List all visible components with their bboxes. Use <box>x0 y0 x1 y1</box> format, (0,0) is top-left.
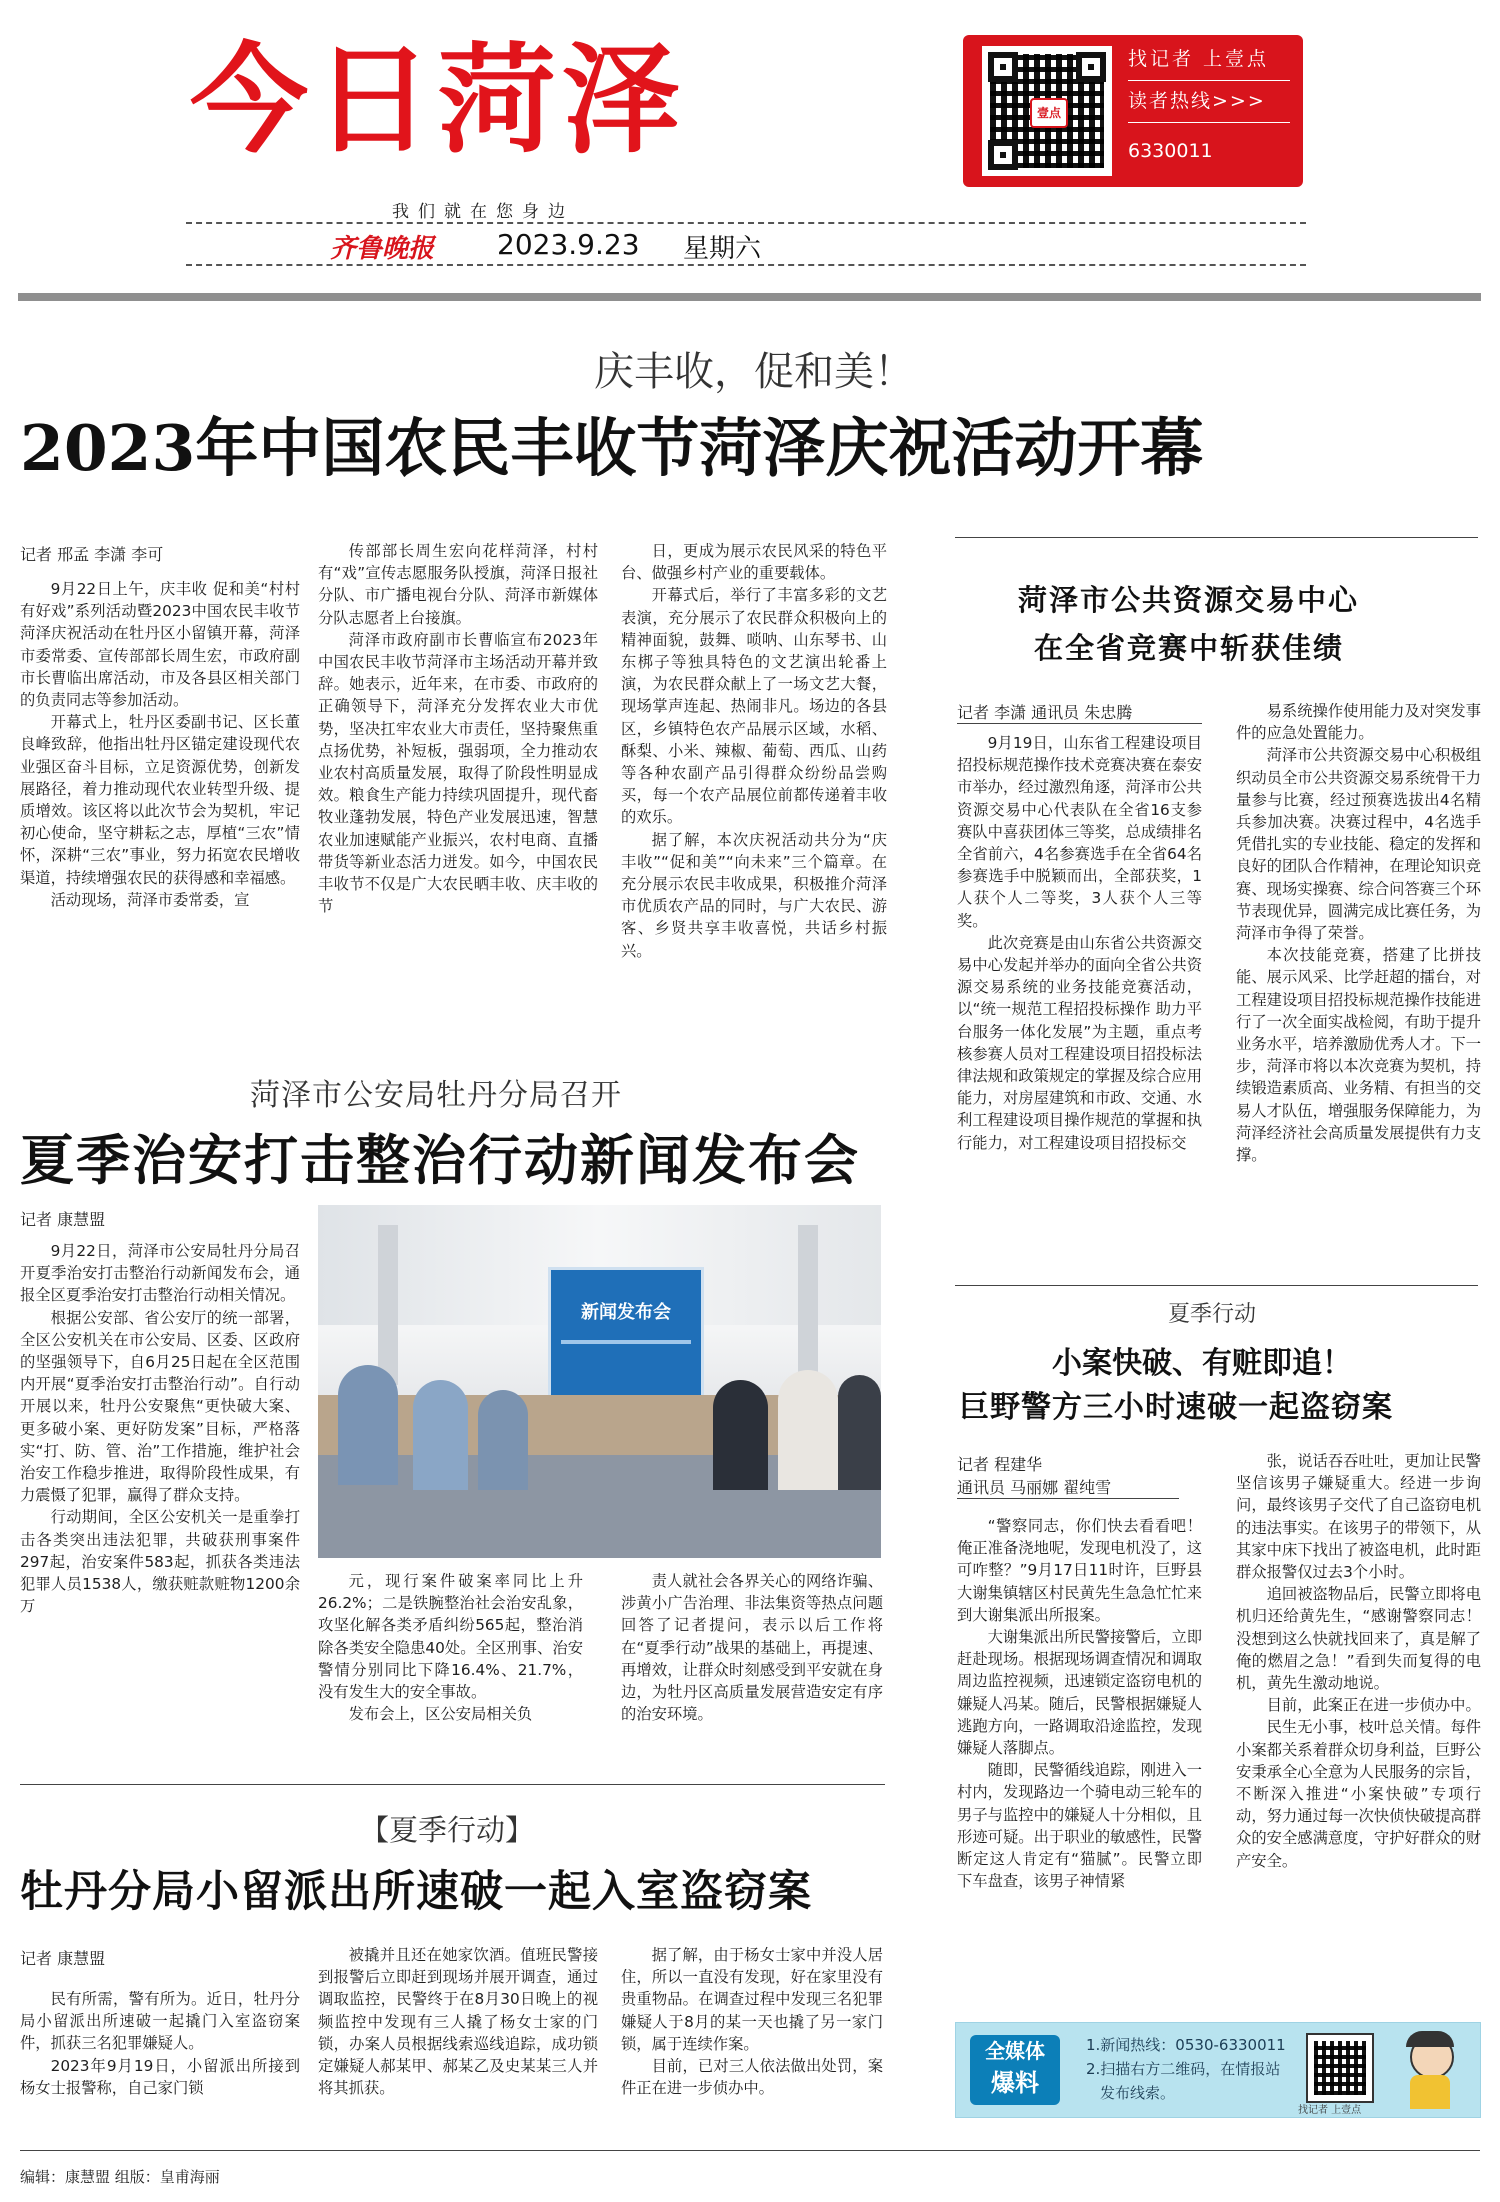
juye-rule <box>955 1285 1478 1286</box>
issue-date: 2023.9.23 <box>497 228 640 261</box>
tipoff-hotline: 1.新闻热线：0530-6330011 <box>1086 2036 1286 2054</box>
lead-column-1: 9月22日上午，庆丰收 促和美“村村有好戏”系列活动暨2023中国农民丰收节菏泽庆祝活动在牡丹区小留镇开幕，菏泽市委常委、宣传部部长周生宏，市政府副市长曹临出席活动，市及各县区相关部门的负责同志等参加活动。 开幕式上，牡丹区委副书记、区长董良峰致辞，他指出牡丹区锚定建设现代农业强区奋斗目标，立足资源优势，创新发展路径，着力推动现代农业转型升级、提质增效。该区将以此次节会为契机，牢记初心使命，坚守耕耘之志，厚植“三农”情怀，深耕“三农”事业，努力拓宽农民增收渠道，持续增强农民的获得感和幸福感。 活动现场，菏泽市委常委，宣 <box>20 580 300 909</box>
police-kicker: 菏泽市公安局牡丹分局召开 <box>250 1078 622 1113</box>
juye-headline-1: 小案快破、有赃即追！ <box>1052 1346 1352 1381</box>
qr-line-1: 找记者 上壹点 <box>1128 48 1270 70</box>
press-conference-photo <box>318 1205 881 1558</box>
tipoff-scan-instruction-2: 发布线索。 <box>1100 2084 1176 2102</box>
qr-badge: 壹点 <box>1030 98 1068 128</box>
burglary-column-1: 民有所需，警有所为。近日，牡丹分局小留派出所速破一起撬门入室盗窃案件，抓获三名犯罪嫌疑人。 2023年9月19日，小留派出所接到杨女士报警称，自己家门锁 <box>20 1990 300 2097</box>
tipoff-qr-code[interactable] <box>1306 2033 1374 2103</box>
masthead-title: 今日菏泽 <box>190 31 687 169</box>
masthead-slogan: 我们就在您身边 <box>392 202 574 222</box>
press-backdrop-title: 新闻发布会 <box>581 1302 671 1323</box>
juye-column-2: 张，说话吞吞吐吐，更加让民警坚信该男子嫌疑重大。经进一步询问，最终该男子交代了自己盗窃电机的违法事实。在该男子的带领下，从其家中床下找出了被盗电机，此时距群众报警仅过去3个小时。 追回被盗物品后，民警立即将电机归还给黄先生，“感谢警察同志！没想到这么快就找回来了，真是解了俺的燃眉之急！”看到失而复得的电机，黄先生激动地说。 目前，此案正在进一步侦办中。 民生无小事，枝叶总关情。每件小案都关系着群众切身利益，巨野公安秉承全心全意为人民服务的宗旨，不断深入推进“小案快破”专项行动，努力通过每一次快侦快破提高群众的安全感满意度，守护好群众的财产安全。 <box>1236 1452 1481 1870</box>
juye-byline-1: 记者 程建华 <box>957 1455 1043 1474</box>
juye-byline-rule <box>957 1498 1179 1499</box>
lead-headline: 2023年中国农民丰收节菏泽庆祝活动开幕 <box>20 411 1204 485</box>
tipoff-logo-line-1: 全媒体 <box>985 2039 1045 2063</box>
juye-kicker: 夏季行动 <box>1168 1302 1257 1327</box>
burglary-byline: 记者 康慧盟 <box>20 1949 106 1968</box>
footer-rule <box>20 2150 1480 2151</box>
lead-kicker: 庆丰收，促和美！ <box>594 349 914 395</box>
brand-logo: 齐鲁晚报 <box>330 234 435 264</box>
juye-headline-2: 巨野警方三小时速破一起盗窃案 <box>959 1390 1393 1425</box>
lead-column-3: 日，更成为展示农民风采的特色平台、做强乡村产业的重要载体。 开幕式后，举行了丰富多彩的文艺表演，充分展示了农民群众积极向上的精神面貌，鼓舞、唢呐、山东琴书、山东梆子等独具特色的文艺演出轮番上演，为农民群众献上了一场文艺大餐，现场掌声连起、热闹非凡。场边的各县区，乡镇特色农产品展示区域，水稻、酥梨、小米、辣椒、葡萄、西瓜、山药等各种农副产品引得群众纷纷品尝购买，每一个农产品展位前都传递着丰收的欢乐。 据了解，本次庆祝活动共分为“庆丰收”“促和美”“向未来”三个篇章。在充分展示农民丰收成果，积极推介菏泽市优质农产品的同时，与广大农民、游客、乡贤共享丰收喜悦，共话乡村振兴。 <box>621 542 887 960</box>
resource-byline: 记者 李潇 通讯员 朱忠腾 <box>957 703 1133 722</box>
resource-headline-1: 菏泽市公共资源交易中心 <box>1018 583 1360 617</box>
juye-byline-2: 通讯员 马丽娜 翟纯雪 <box>957 1478 1112 1497</box>
resource-rule <box>955 537 1478 538</box>
qr-divider-2 <box>1128 122 1290 123</box>
masthead-dash-2 <box>186 264 1306 266</box>
lead-column-2: 传部部长周生宏向花样菏泽，村村有“戏”宣传志愿服务队授旗，菏泽日报社分队、市广播电视台分队、菏泽市新媒体分队志愿者上台接旗。 菏泽市政府副市长曹临宣布2023年中国农民丰收节菏泽市主场活动开幕并致辞。她表示，近年来，在市委、市政府的正确领导下，菏泽充分发挥农业大市优势，坚决扛牢农业大市责任，坚持聚焦重点扬优势，补短板，强弱项，全力推动农业农村高质量发展，取得了阶段性明显成效。粮食生产能力持续巩固提升，现代畜牧业蓬勃发展，特色产业发展迅速，智慧农业加速赋能产业振兴，农村电商、直播带货等新业态活力迸发。如今，中国农民丰收节不仅是广大农民晒丰收、庆丰收的节 <box>318 542 598 916</box>
qr-line-2: 读者热线>>> <box>1128 90 1266 112</box>
footer-credits: 编辑：康慧盟 组版：皇甫海丽 <box>20 2168 220 2186</box>
resource-column-1: 9月19日，山东省工程建设项目招投标规范操作技术竞赛决赛在泰安市举办，经过激烈角逐，菏泽市公共资源交易中心代表队在全省16支参赛队中喜获团体三等奖，总成绩排名全省前六，4名参赛选手在全省64名参赛选手中脱颖而出，全部获奖，1人获个人二等奖，3人获个人三等奖。 此次竞赛是由山东省公共资源交易中心发起并举办的面向全省公共资源交易系统的业务技能竞赛活动，以“统一规范工程招投标操作 助力平台服务一体化发展”为主题，重点考核参赛人员对工程建设项目招投标法律法规和政策规定的掌握及综合应用能力，对房屋建筑和市政、交通、水利工程建设项目操作规范的掌握和执行能力，对工程建设项目招投标交 <box>957 734 1202 1152</box>
tipoff-logo-line-2: 爆料 <box>991 2069 1039 2097</box>
juye-column-1: “警察同志，你们快去看看吧！俺正准备浇地呢，发现电机没了，这可咋整？”9月17日11时许，巨野县大谢集镇辖区村民黄先生急急忙忙来到大谢集派出所报案。 大谢集派出所民警接警后，立即赶赴现场。根据现场调查情况和调取周边监控视频，迅速锁定盗窃电机的嫌疑人冯某。随后，民警根据嫌疑人逃跑方向，一路调取沿途监控，发现嫌疑人落脚点。 随即，民警循线追踪，刚进入一村内，发现路边一个骑电动三轮车的男子与监控中的嫌疑人十分相似，且形迹可疑。出于职业的敏感性，民警断定这人肯定有“猫腻”。民警立即下车盘查，该男子神情紧 <box>957 1517 1202 1891</box>
burglary-column-2: 被撬并且还在她家饮酒。值班民警接到报警后立即赶到现场并展开调查，通过调取监控，民警终于在8月30日晚上的视频监控中发现有三人撬了杨女士家的门锁，办案人员根据线索巡线追踪，成功锁定嫌疑人郝某甲、郝某乙及史某某三人并将其抓获。 <box>318 1946 598 2098</box>
police-column-1: 9月22日，菏泽市公安局牡丹分局召开夏季治安打击整治行动新闻发布会，通报全区夏季治安打击整治行动相关情况。 根据公安部、省公安厅的统一部署，全区公安机关在市公安局、区委、区政府的坚强领导下，自6月25日起在全区范围内开展“夏季治安打击整治行动”。自行动开展以来，牡丹公安聚焦“更快破大案、更多破小案、更好防发案”目标，严格落实“打、防、管、治”工作措施，维护社会治安工作稳步推进，取得阶段性成果，有力震慑了犯罪，赢得了群众支持。 行动期间，全区公安机关一是重拳打击各类突出违法犯罪，共破获刑事案件297起，治安案件583起，抓获各类违法犯罪人员1538人，缴获赃款赃物1200余万 <box>20 1242 300 1616</box>
tipoff-scan-instruction: 2.扫描右方二维码，在情报站 <box>1086 2060 1281 2078</box>
police-column-2: 元，现行案件破案率同比上升26.2%；二是铁腕整治社会治安乱象，攻坚化解各类矛盾纠纷565起，整治消除各类安全隐患40处。全区刑事、治安警情分别同比下降16.4%、21.7%，没有发生大的安全事故。 发布会上，区公安局相关负 <box>318 1572 583 1724</box>
burglary-headline: 牡丹分局小留派出所速破一起入室盗窃案 <box>20 1867 812 1917</box>
lead-byline: 记者 邢孟 李潇 李可 <box>20 545 164 564</box>
police-headline: 夏季治安打击整治行动新闻发布会 <box>20 1128 860 1192</box>
masthead-rule <box>18 293 1481 301</box>
police-byline: 记者 康慧盟 <box>20 1210 106 1229</box>
burglary-kicker: 【夏季行动】 <box>360 1813 535 1847</box>
resource-column-2: 易系统操作使用能力及对突发事件的应急处置能力。 菏泽市公共资源交易中心积极组织动员全市公共资源交易系统骨干力量参与比赛，经过预赛选拔出4名精兵参加决赛。决赛过程中，4名选手凭借扎实的专业技能、稳定的发挥和良好的团队合作精神，在理论知识竞赛、现场实操赛、综合问答赛三个环节表现优异，圆满完成比赛任务，为菏泽市争得了荣誉。 本次技能竞赛，搭建了比拼技能、展示风采、比学赶超的擂台，对工程建设项目招投标规范操作技能进行了一次全面实战检阅，有助于提升业务水平，培养激励优秀人才。下一步，菏泽市将以本次竞赛为契机，持续锻造素质高、业务精、有担当的交易人才队伍，增强服务保障能力，为菏泽经济社会高质量发展提供有力支撑。 <box>1236 702 1481 1165</box>
resource-headline-2: 在全省竞赛中斩获佳绩 <box>1034 631 1345 665</box>
burglary-column-3: 据了解，由于杨女士家中并没人居住，所以一直没有发现，好在家里没有贵重物品。在调查过程中发现三名犯罪嫌疑人于8月的某一天也撬了另一家门锁，属于连续作案。 目前，已对三人依法做出处罚，案件正在进一步侦办中。 <box>621 1946 883 2098</box>
resource-byline-rule <box>957 723 1202 724</box>
police-column-3: 责人就社会各界关心的网络诈骗、涉黄小广告治理、非法集资等热点问题回答了记者提问，表示以后工作将在“夏季行动”战果的基础上，再提速、再增效，让群众时刻感受到平安就在身边，为牡丹区高质量发展营造安定有序的治安环境。 <box>621 1572 883 1724</box>
masthead-dash <box>186 222 1306 224</box>
qr-divider <box>1128 80 1290 81</box>
hotline-number: 6330011 <box>1128 140 1213 162</box>
reporter-cartoon-icon <box>1396 2029 1466 2111</box>
burglary-rule <box>20 1784 885 1785</box>
tipoff-banner[interactable] <box>955 2022 1481 2118</box>
tipoff-qr-caption: 找记者 上壹点 <box>1298 2105 1362 2116</box>
issue-weekday: 星期六 <box>683 234 762 264</box>
qr-code[interactable] <box>982 46 1112 176</box>
